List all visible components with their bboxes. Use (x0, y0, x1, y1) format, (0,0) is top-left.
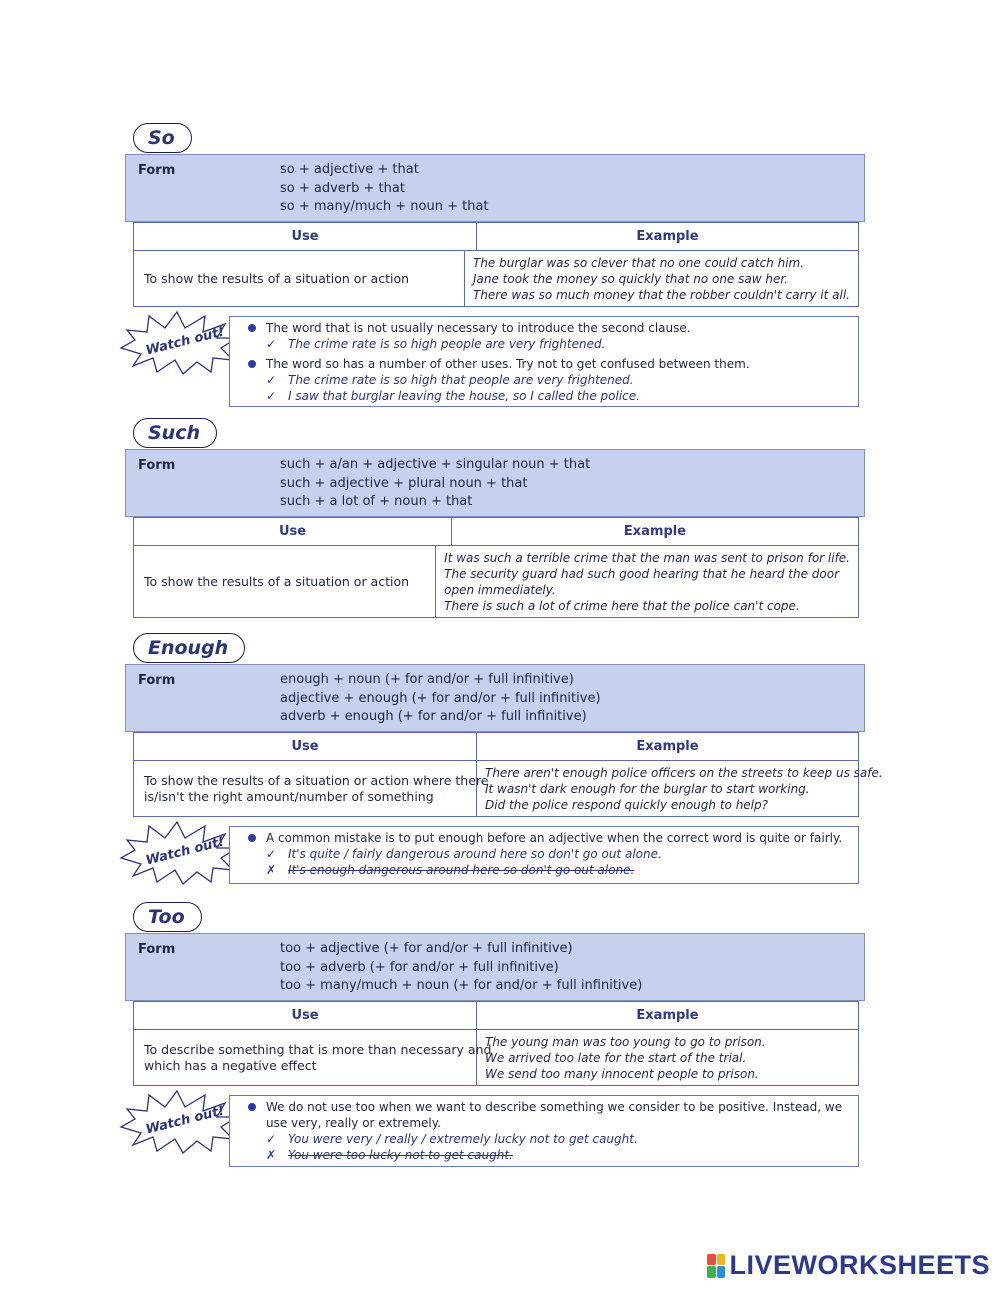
form-label: Form (138, 163, 176, 178)
watch-out-box (229, 1095, 859, 1167)
form-line: enough + noun (+ for and/or + full infinitive) (280, 672, 574, 687)
example-header: Example (636, 739, 699, 754)
form-line: too + adverb (+ for and/or + full infinitive) (280, 959, 559, 975)
use-cell (134, 761, 489, 816)
logo-square (717, 1254, 726, 1266)
form-line: so + adverb + that (280, 180, 405, 196)
form-box (125, 449, 865, 517)
example-header: Example (623, 524, 687, 539)
example-line: It wasn't dark enough for the burglar to start working. (485, 782, 810, 796)
note-line: use very, really or extremely. (266, 1116, 441, 1130)
note-line: The word so has a number of other uses. Try not to get confused between them. (230, 356, 858, 372)
section-title: So (133, 123, 192, 153)
note-line: A common mistake is to put enough before an adjective when the correct word is quite or fairly. (230, 830, 858, 846)
use-example-table (133, 517, 859, 618)
example-line: It was such a terrible crime that the man was sent to prison for life. (444, 551, 850, 565)
form-box (125, 664, 865, 732)
form-line: so + many/much + noun + that (280, 199, 489, 214)
logo-text: LIVEWORKSHEETS (729, 1250, 990, 1280)
check-icon: ✓ (266, 1132, 277, 1146)
section-such (125, 418, 867, 618)
section-so (125, 123, 867, 413)
form-lines (280, 161, 489, 217)
use-line: To show the results of a situation or action where there (144, 772, 489, 788)
form-line: such + adjective + plural noun + that (280, 475, 528, 491)
note-line-incorrect: ✗ It's enough dangerous around here so don't go out alone. (266, 863, 635, 877)
check-icon: ✓ (266, 847, 277, 861)
example-line: We arrived too late for the start of the trial. (485, 1051, 747, 1065)
use-line: which has a negative effect (144, 1057, 317, 1073)
use-cell: To show the results of a situation or action (134, 251, 465, 306)
note-line-correct: ✓ The crime rate is so high that people are very frightened. (266, 373, 634, 387)
watch-out-box (229, 826, 859, 884)
section-enough (125, 633, 883, 888)
example-cell (477, 761, 891, 816)
section-title: Such (133, 418, 217, 448)
note-line-incorrect: ✗ You were too lucky not to get caught. (266, 1148, 513, 1162)
table-header (134, 733, 858, 761)
example-line: We send too many innocent people to prison. (485, 1067, 759, 1081)
form-line: such + a/an + adjective + singular noun + that (280, 457, 591, 472)
use-header: Use (134, 223, 477, 250)
logo-icon (707, 1254, 725, 1278)
form-line: too + many/much + noun (+ for and/or + full infinitive) (280, 978, 643, 993)
form-box (125, 933, 865, 1001)
use-header: Use (134, 518, 452, 545)
use-example-table (133, 222, 859, 307)
form-lines (280, 940, 642, 996)
liveworksheets-logo (707, 1250, 990, 1281)
example-cell (477, 1030, 858, 1085)
note-line-correct: ✓ The crime rate is so high people are very frightened. (266, 337, 606, 351)
example-line: There aren't enough police officers on the streets to keep us safe. (485, 766, 883, 780)
note-line-correct: ✓ I saw that burglar leaving the house, so I called the police. (266, 389, 640, 403)
watch-out-label: Watch out! (144, 1103, 226, 1138)
use-line: To describe something that is more than necessary and (144, 1041, 492, 1057)
table-row (134, 761, 883, 816)
form-line: too + adjective (+ for and/or + full infinitive) (280, 941, 573, 956)
example-line: The security guard had such good hearing that he heard the door (444, 567, 840, 581)
note-line: We do not use too when we want to describe something we consider to be positive. Instead, we (230, 1099, 858, 1115)
use-cell: To show the results of a situation or action (134, 546, 436, 617)
example-line: Did the police respond quickly enough to help? (485, 798, 768, 812)
use-example-table (133, 1001, 859, 1086)
note-line-correct: ✓ You were very / really / extremely lucky not to get caught. (266, 1132, 638, 1146)
form-lines (280, 671, 601, 727)
table-header (134, 1002, 858, 1030)
use-header: Use (134, 733, 477, 760)
use-cell (134, 1030, 492, 1085)
note-line: The word that is not usually necessary to introduce the second clause. (230, 320, 858, 336)
check-icon: ✓ (266, 337, 277, 351)
form-line: such + a lot of + noun + that (280, 494, 473, 509)
example-line: There is such a lot of crime here that the police can't cope. (444, 599, 800, 613)
logo-square (707, 1254, 716, 1266)
table-row (134, 546, 858, 617)
section-title: Too (133, 902, 202, 932)
form-lines (280, 456, 590, 512)
example-line: There was so much money that the robber couldn't carry it all. (472, 288, 850, 302)
example-line: The burglar was so clever that no one could catch him. (472, 256, 805, 270)
example-line: The young man was too young to go to prison. (485, 1035, 766, 1049)
example-cell (465, 251, 858, 306)
form-box (125, 154, 865, 222)
check-icon: ✓ (266, 373, 277, 387)
form-line: adverb + enough (+ for and/or + full infinitive) (280, 709, 587, 724)
table-row (134, 251, 858, 306)
table-row (134, 1030, 858, 1085)
form-line: adjective + enough (+ for and/or + full infinitive) (280, 690, 601, 706)
form-line: so + adjective + that (280, 162, 419, 177)
example-header: Example (636, 1008, 699, 1023)
cross-icon: ✗ (266, 1148, 277, 1162)
form-label: Form (138, 673, 176, 688)
cross-icon: ✗ (266, 863, 277, 877)
example-line: open immediately. (444, 583, 556, 597)
example-header: Example (636, 229, 699, 244)
example-cell (436, 546, 858, 617)
form-label: Form (138, 458, 176, 473)
check-icon: ✓ (266, 389, 277, 403)
section-too (125, 902, 867, 1172)
example-line: Jane took the money so quickly that no one saw her. (472, 272, 788, 286)
section-title: Enough (133, 633, 245, 663)
watch-out-label: Watch out! (144, 834, 226, 869)
logo-square (717, 1266, 726, 1278)
logo-square (707, 1266, 716, 1278)
note-line-correct: ✓ It's quite / fairly dangerous around here so don't go out alone. (266, 847, 662, 861)
form-label: Form (138, 942, 176, 957)
table-header (134, 518, 858, 546)
use-example-table (133, 732, 883, 817)
use-header: Use (134, 1002, 477, 1029)
watch-out-label: Watch out! (144, 324, 226, 359)
watch-out-box (229, 316, 859, 407)
use-line: is/isn't the right amount/number of something (144, 788, 434, 804)
table-header (134, 223, 858, 251)
